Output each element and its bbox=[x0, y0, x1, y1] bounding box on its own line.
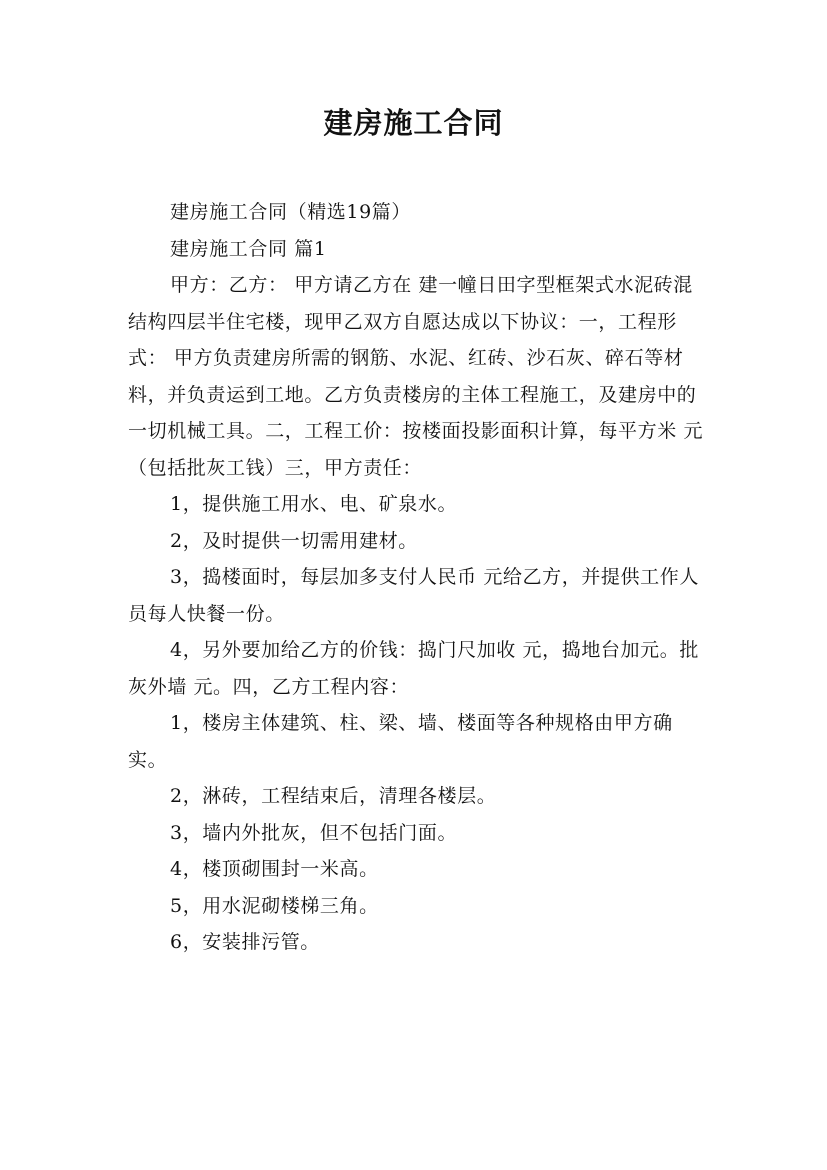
paragraph: 建房施工合同 篇1 bbox=[170, 237, 327, 260]
paragraph: 2，及时提供一切需用建材。 bbox=[170, 529, 418, 552]
paragraph: 6，安装排污管。 bbox=[170, 931, 320, 953]
paragraph: 3，墙内外批灰，但不包括门面。 bbox=[170, 821, 458, 844]
document-body bbox=[128, 194, 706, 961]
paragraph: 4，楼顶砌围封一米高。 bbox=[170, 858, 379, 880]
paragraph: 4，另外要加给乙方的价钱：捣门尺加收 元，捣地台加元。批灰外墙 元。四，乙方工程内容： bbox=[128, 639, 699, 698]
document-title: 建房施工合同 bbox=[323, 106, 504, 140]
paragraph: 1，楼房主体建筑、柱、梁、墙、楼面等各种规格由甲方确实。 bbox=[128, 712, 673, 771]
paragraph: 1，提供施工用水、电、矿泉水。 bbox=[170, 493, 458, 515]
paragraph: 甲方：乙方： 甲方请乙方在 建一幢日田字型框架式水泥砖混结构四层半住宅楼，现甲乙双方自愿达成以下协议：一，工程形式： 甲方负责建房所需的钢筋、水泥、红砖、沙石灰、碎石等材料，并负责运到工地。乙方负责楼房的主体工程施工，及建房中的一切机械工具。二，工程工价：按楼面投影面积计算，每平方米 元（包括批灰工钱）三，甲方责任： bbox=[128, 274, 704, 479]
paragraph: 2，淋砖，工程结束后，清理各楼层。 bbox=[170, 785, 497, 807]
paragraph: 建房施工合同（精选19篇） bbox=[170, 201, 411, 223]
paragraph: 3，捣楼面时，每层加多支付人民币 元给乙方，并提供工作人员每人快餐一份。 bbox=[128, 566, 699, 625]
paragraph: 5，用水泥砌楼梯三角。 bbox=[170, 894, 379, 917]
